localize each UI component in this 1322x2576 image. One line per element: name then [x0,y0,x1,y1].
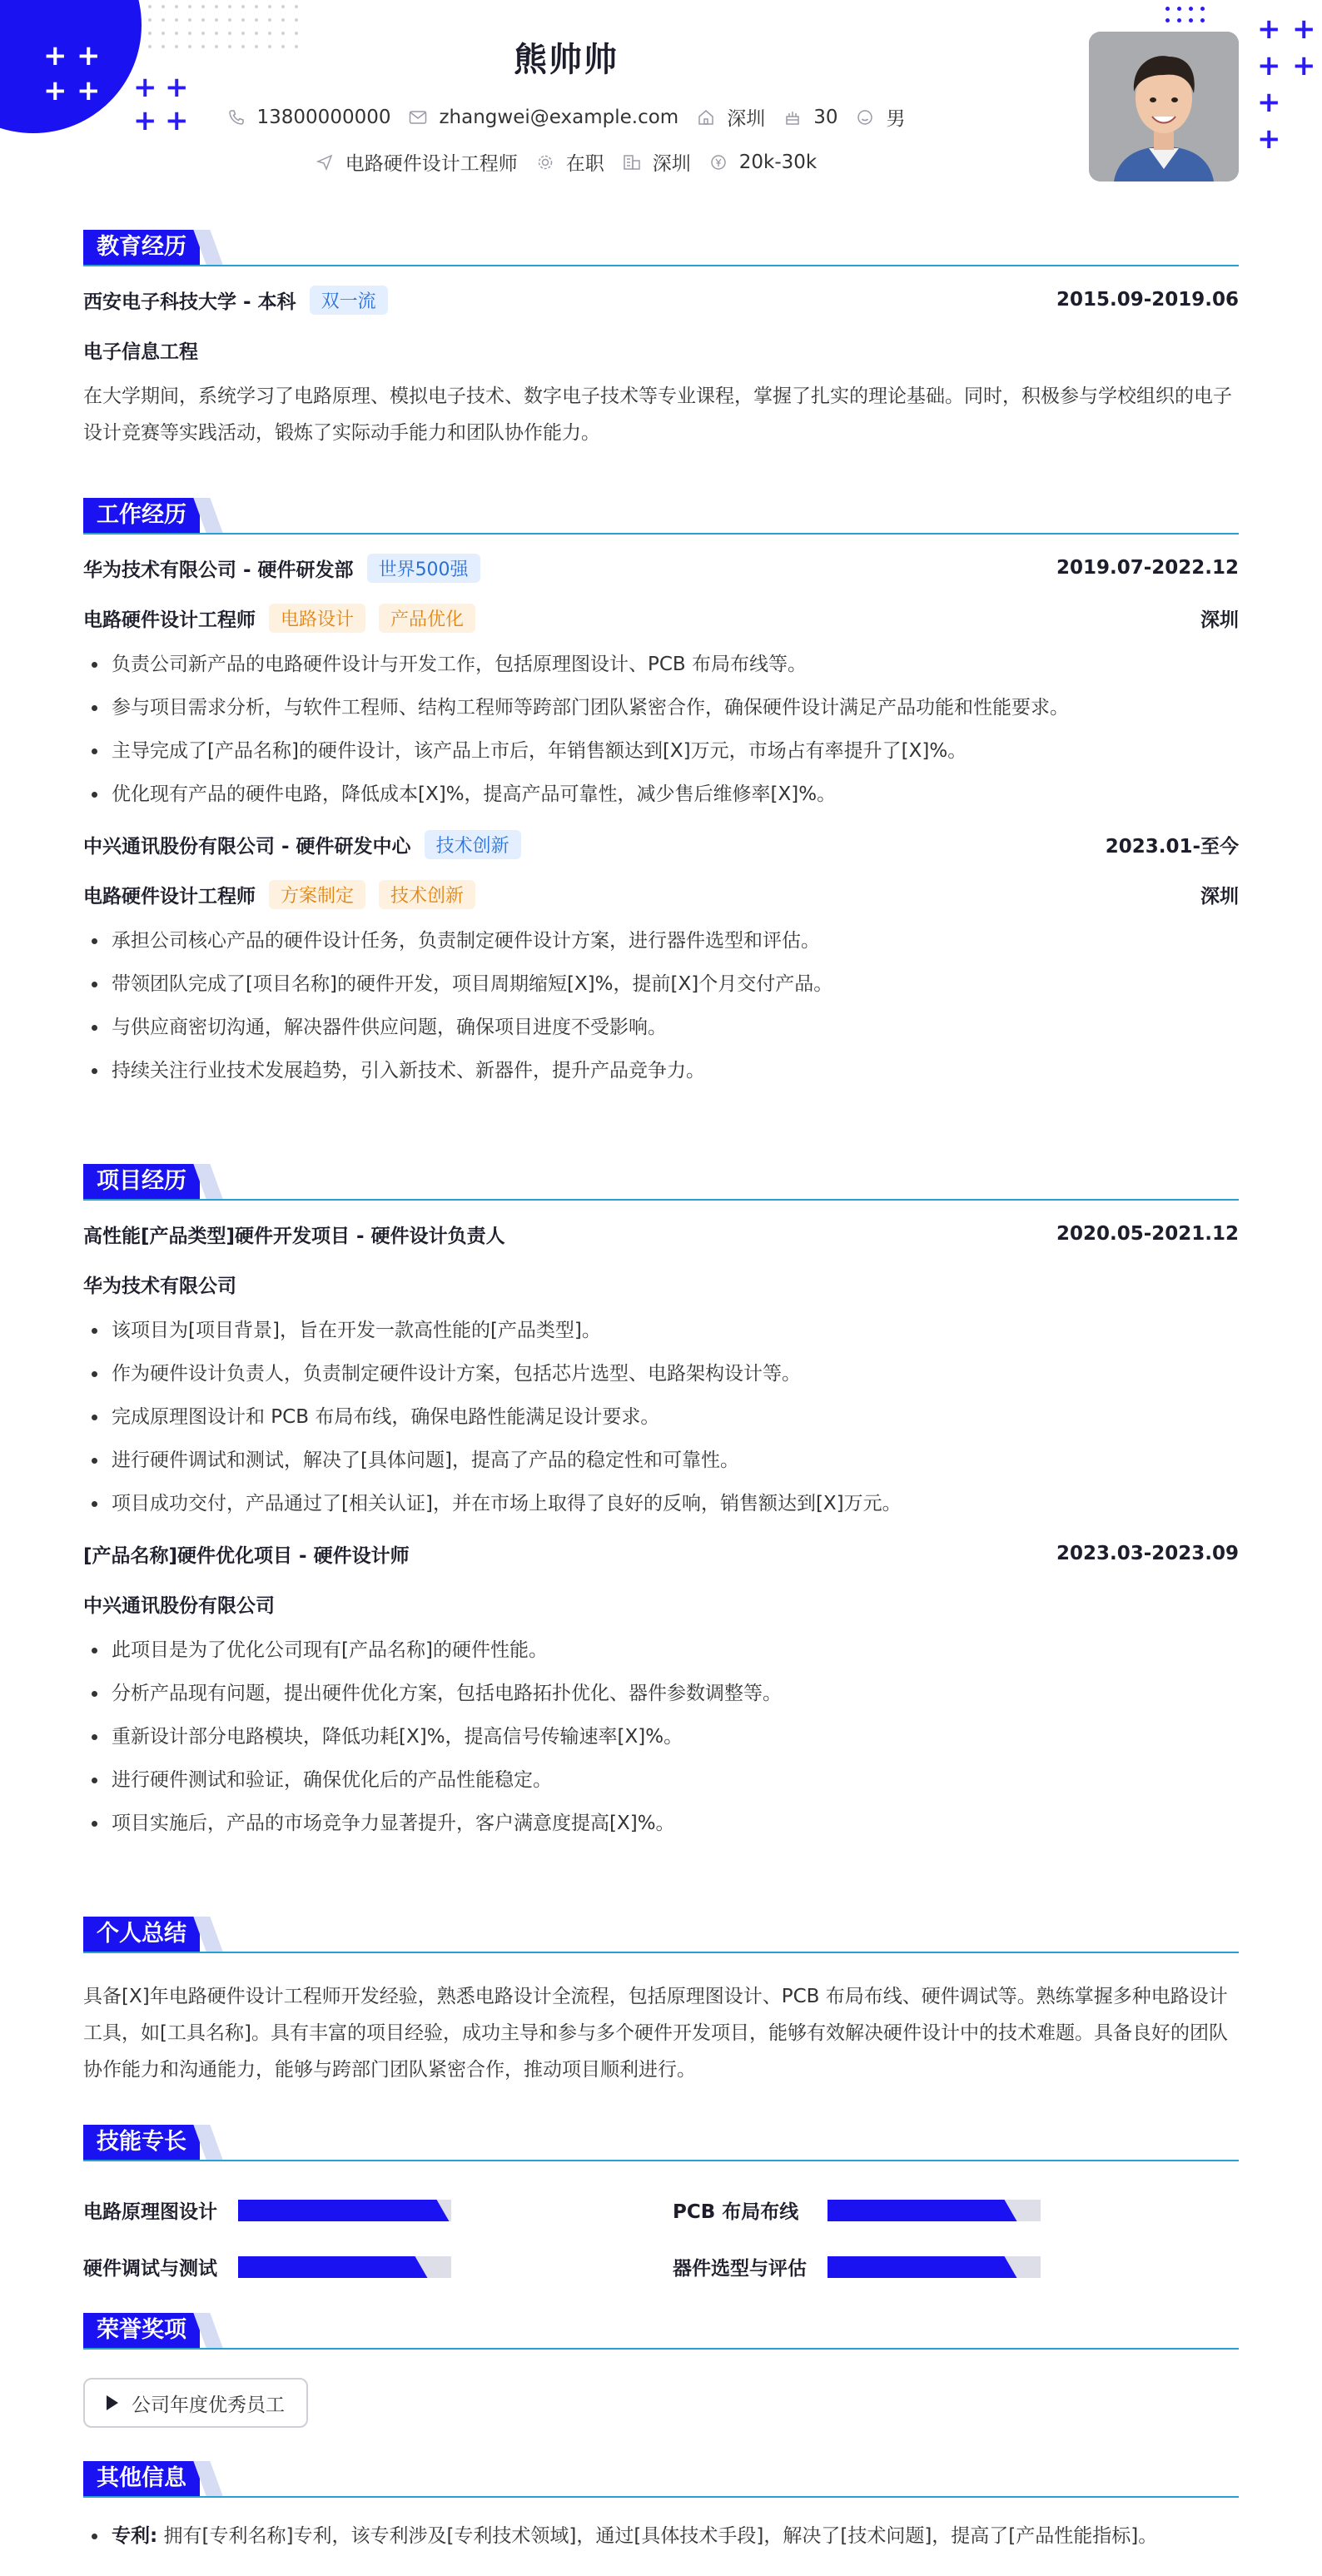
work-company-row [83,819,1239,869]
work-section [83,498,1239,1092]
work-role-row [83,869,1239,919]
list-item: 项目成功交付，产品通过了[相关认证]，并在市场上取得了良好的反响，销售额达到[X]万元。 [83,1482,1239,1525]
education-period: 2015.09-2019.06 [1056,289,1239,311]
project-bullets [83,1629,1239,1845]
project-company: 华为技术有限公司 [83,1275,236,1297]
skill-name: 硬件调试与测试 [83,2258,217,2280]
list-item: 持续关注行业技术发展趋势，引入新技术、新器件，提升产品竞争力。 [83,1049,1239,1092]
skill-bar-fill [827,2256,1002,2278]
list-item: 优化现有产品的硬件电路，降低成本[X]%，提高产品可靠性，减少售后维修率[X]%。 [83,773,1239,816]
target-city-text: 深圳 [652,153,691,175]
list-item: 项目实施后，产品的市场竞争力显著提升，客户满意度提高[X]%。 [83,1802,1239,1845]
plus-decoration: + [77,74,101,107]
project-title-row [83,1529,1239,1579]
section-header [83,230,1239,266]
company-name: 华为技术有限公司 - 硬件研发部 [83,559,354,581]
home-icon [697,108,715,127]
cake-icon [783,108,802,127]
skill-bar-fill [238,2256,413,2278]
company-tag: 世界500强 [367,554,480,583]
skills-section [83,2125,1239,2161]
work-period: 2023.01-至今 [1105,835,1239,858]
patent-text: 拥有[专利名称]专利，该专利涉及[专利技术领域]，通过[具体技术手段]，解决了[技术问题]，提高了[产品性能指标]。 [163,2525,1158,2547]
plus-decoration: + [1257,49,1281,82]
section-title: 个人总结 [83,1917,200,1952]
list-item: 重新设计部分电路模块，降低功耗[X]%，提高信号传输速率[X]%。 [83,1715,1239,1758]
role-name: 电路硬件设计工程师 [83,609,256,631]
plus-decoration: + [43,39,67,72]
plus-decoration: + [77,39,101,72]
status-text: 在职 [565,153,604,175]
skill-item [83,2253,451,2280]
age-item [783,107,837,128]
other-section [83,2461,1239,2558]
work-role-row [83,593,1239,643]
skill-bar [238,2200,451,2221]
target-city-item [623,148,691,176]
project-company-row [83,1259,1239,1309]
school-name: 西安电子科技大学 - 本科 [83,291,296,313]
plus-decoration: + [133,71,157,104]
gender-text: 男 [886,108,906,130]
job-intent-row [0,148,1132,176]
summary-text: 具备[X]年电路硬件设计工程师开发经验，熟悉电路设计全流程，包括原理图设计、PCB 布局布线、硬件调试等。熟练掌握多种电路设计工具，如[工具名称]。具有丰富的项目经验，成功主导和参与多个硬件开发项目，能够有效解决硬件设计中的技术难题。具备良好的团队协作能力和沟通能力，能够与跨部门团队紧密合作，推动项目顺利进行。 [83,1986,1228,2081]
skill-tag: 电路设计 [269,604,365,633]
list-item: 进行硬件测试和验证，确保优化后的产品性能稳定。 [83,1758,1239,1802]
skill-name: 电路原理图设计 [83,2201,217,2223]
age-text: 30 [813,106,838,128]
major-row [83,325,1239,375]
send-icon [316,153,334,172]
work-bullets [83,919,1239,1092]
section-title: 工作经历 [83,498,200,533]
list-item: 完成原理图设计和 PCB 布局布线，确保电路性能满足设计要求。 [83,1395,1239,1439]
section-header [83,1164,1239,1201]
list-item: 进行硬件调试和测试，解决了[具体问题]，提高了产品的稳定性和可靠性。 [83,1439,1239,1482]
education-description: 在大学期间，系统学习了电路原理、模拟电子技术、数字电子技术等专业课程，掌握了扎实的理论基础。同时，积极参与学校组织的电子设计竞赛等实践活动，锻炼了实际动手能力和团队协作能力。 [83,385,1232,444]
work-period: 2019.07-2022.12 [1056,557,1239,579]
status-item [536,148,604,176]
skill-name: 器件选型与评估 [673,2258,807,2280]
list-item: 承担公司核心产品的硬件设计任务，负责制定硬件设计方案，进行器件选型和评估。 [83,919,1239,962]
section-header [83,1917,1239,1953]
skill-item [673,2253,1041,2280]
work-city: 深圳 [1200,609,1239,631]
plus-decoration: + [43,74,67,107]
phone-item [227,107,391,128]
city-text: 深圳 [727,108,766,130]
section-header [83,2125,1239,2161]
section-title: 项目经历 [83,1164,200,1199]
plus-decoration: + [1257,86,1281,119]
education-header-row [83,275,1239,325]
school-tag: 双一流 [310,286,388,315]
project-company: 中兴通讯股份有限公司 [83,1594,275,1617]
plus-decoration: + [165,104,189,137]
job-title-text: 电路硬件设计工程师 [345,153,518,175]
gender-item [856,103,905,131]
profile-photo [1089,32,1239,182]
email-text: zhangwei@example.com [439,106,679,128]
list-item [83,2514,1239,2558]
project-entry [83,1209,1239,1525]
list-item: 此项目是为了优化公司现有[产品名称]的硬件性能。 [83,1629,1239,1672]
skill-bar [238,2256,451,2278]
award-label: 公司年度优秀员工 [132,2394,285,2416]
summary-section [83,1917,1239,2088]
list-item: 该项目为[项目背景]，旨在开发一款高性能的[产品类型]。 [83,1309,1239,1352]
play-icon [107,2395,118,2410]
candidate-name: 熊帅帅 [514,41,619,79]
skill-tag: 产品优化 [379,604,475,633]
projects-section [83,1164,1239,1845]
plus-decoration: + [1292,49,1316,82]
section-title: 荣誉奖项 [83,2313,200,2348]
project-title: 高性能[产品类型]硬件开发项目 - 硬件设计负责人 [83,1225,505,1247]
skill-tag: 方案制定 [269,880,365,909]
contact-row [0,103,1132,131]
project-period: 2020.05-2021.12 [1056,1223,1239,1245]
project-title: [产品名称]硬件优化项目 - 硬件设计师 [83,1544,410,1567]
skill-tag: 技术创新 [379,880,475,909]
company-tag: 技术创新 [425,830,521,859]
plus-decoration: + [1257,12,1281,46]
company-name: 中兴通讯股份有限公司 - 硬件研发中心 [83,835,411,858]
plus-decoration: + [1257,122,1281,156]
section-title: 教育经历 [83,230,200,265]
skill-item [673,2196,1041,2224]
skill-bar-fill [238,2200,435,2221]
section-header [83,2461,1239,2498]
building-icon [623,153,641,172]
project-bullets [83,1309,1239,1525]
plus-decoration: + [1292,12,1316,46]
mail-icon [409,108,427,127]
city-item [697,103,765,131]
skill-bar [827,2200,1041,2221]
plus-decoration: + [165,71,189,104]
list-item: 负责公司新产品的电路硬件设计与开发工作，包括原理图设计、PCB 布局布线等。 [83,643,1239,686]
job-title-item [316,148,518,176]
awards-section [83,2313,1239,2428]
major-name: 电子信息工程 [83,341,198,363]
gear-icon [536,153,554,172]
list-item: 与供应商密切沟通，解决器件供应问题，确保项目进度不受影响。 [83,1006,1239,1049]
education-section [83,230,1239,451]
work-entry [83,819,1239,1092]
skill-name: PCB 布局布线 [673,2201,799,2223]
plus-decoration: + [133,104,157,137]
list-item: 参与项目需求分析，与软件工程师、结构工程师等跨部门团队紧密合作，确保硬件设计满足产品功能和性能要求。 [83,686,1239,729]
list-item: 主导完成了[产品名称]的硬件设计，该产品上市后，年销售额达到[X]万元，市场占有率提升了[X]%。 [83,729,1239,773]
section-title: 技能专长 [83,2125,200,2160]
section-header [83,2313,1239,2350]
email-item [409,107,678,128]
work-company-row [83,543,1239,593]
skill-bar-fill [827,2200,1002,2221]
award-item[interactable] [83,2378,308,2428]
salary-text: 20k-30k [738,151,818,173]
list-item: 带领团队完成了[项目名称]的硬件开发，项目周期缩短[X]%，提前[X]个月交付产品。 [83,962,1239,1006]
skill-item [83,2196,451,2224]
section-title: 其他信息 [83,2461,200,2496]
list-item: 分析产品现有问题，提出硬件优化方案，包括电路拓扑优化、器件参数调整等。 [83,1672,1239,1715]
project-company-row [83,1579,1239,1629]
skill-bar [827,2256,1041,2278]
role-name: 电路硬件设计工程师 [83,885,256,908]
project-period: 2023.03-2023.09 [1056,1543,1239,1564]
list-item: 作为硬件设计负责人，负责制定硬件设计方案，包括芯片选型、电路架构设计等。 [83,1352,1239,1395]
other-list [83,2514,1239,2558]
work-bullets [83,643,1239,816]
project-entry [83,1529,1239,1845]
salary-item [709,152,817,173]
phone-text: 13800000000 [256,106,391,128]
coin-icon [709,153,728,172]
work-entry [83,543,1239,816]
section-header [83,498,1239,535]
work-city: 深圳 [1200,885,1239,908]
project-title-row [83,1209,1239,1259]
smile-icon [856,108,874,127]
patent-label: 专利: [112,2525,158,2547]
phone-icon [227,108,246,127]
